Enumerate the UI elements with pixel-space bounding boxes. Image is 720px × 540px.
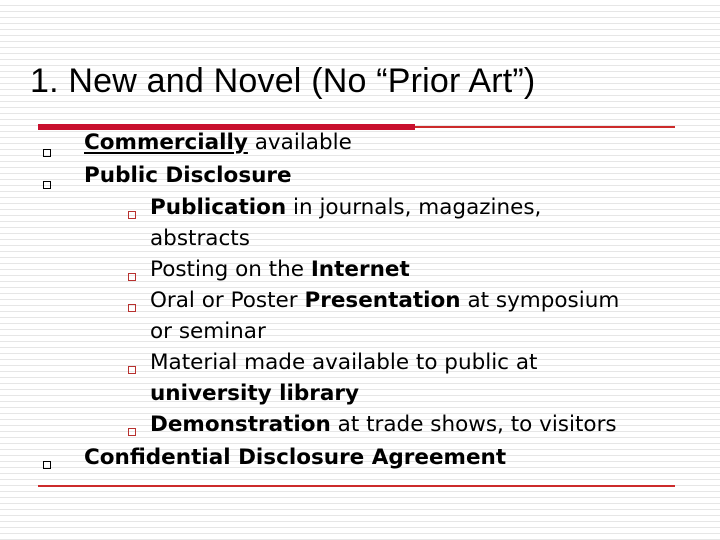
sublist-item-publication-continued: abstracts	[150, 226, 250, 251]
bullet-square-icon	[43, 181, 51, 189]
sublist-item-internet-posting: Posting on the Internet	[150, 257, 410, 282]
bullet-square-icon	[128, 304, 136, 312]
sublist-item-presentation-continued: or seminar	[150, 319, 266, 344]
bullet-square-icon	[128, 428, 136, 436]
sublist-item-publication: Publication in journals, magazines,	[150, 195, 542, 220]
footer-rule	[38, 485, 675, 487]
sublist-item-library-material-continued: university library	[150, 381, 359, 406]
bullet-square-icon	[128, 273, 136, 281]
list-item-public-disclosure: Public Disclosure	[84, 163, 292, 188]
sublist-item-presentation: Oral or Poster Presentation at symposium	[150, 288, 620, 313]
bullet-square-icon	[43, 461, 51, 469]
sublist-item-library-material: Material made available to public at	[150, 350, 538, 375]
list-item-confidential-disclosure-agreement: Confidential Disclosure Agreement	[84, 445, 507, 470]
sublist-item-demonstration: Demonstration at trade shows, to visitors	[150, 412, 617, 437]
bullet-square-icon	[128, 211, 136, 219]
bullet-square-icon	[43, 149, 51, 157]
slide-title: 1. New and Novel (No “Prior Art”)	[30, 62, 536, 100]
list-item-commercially-available: Commercially available	[84, 130, 352, 155]
title-underline-rule	[415, 126, 675, 128]
bullet-square-icon	[128, 366, 136, 374]
